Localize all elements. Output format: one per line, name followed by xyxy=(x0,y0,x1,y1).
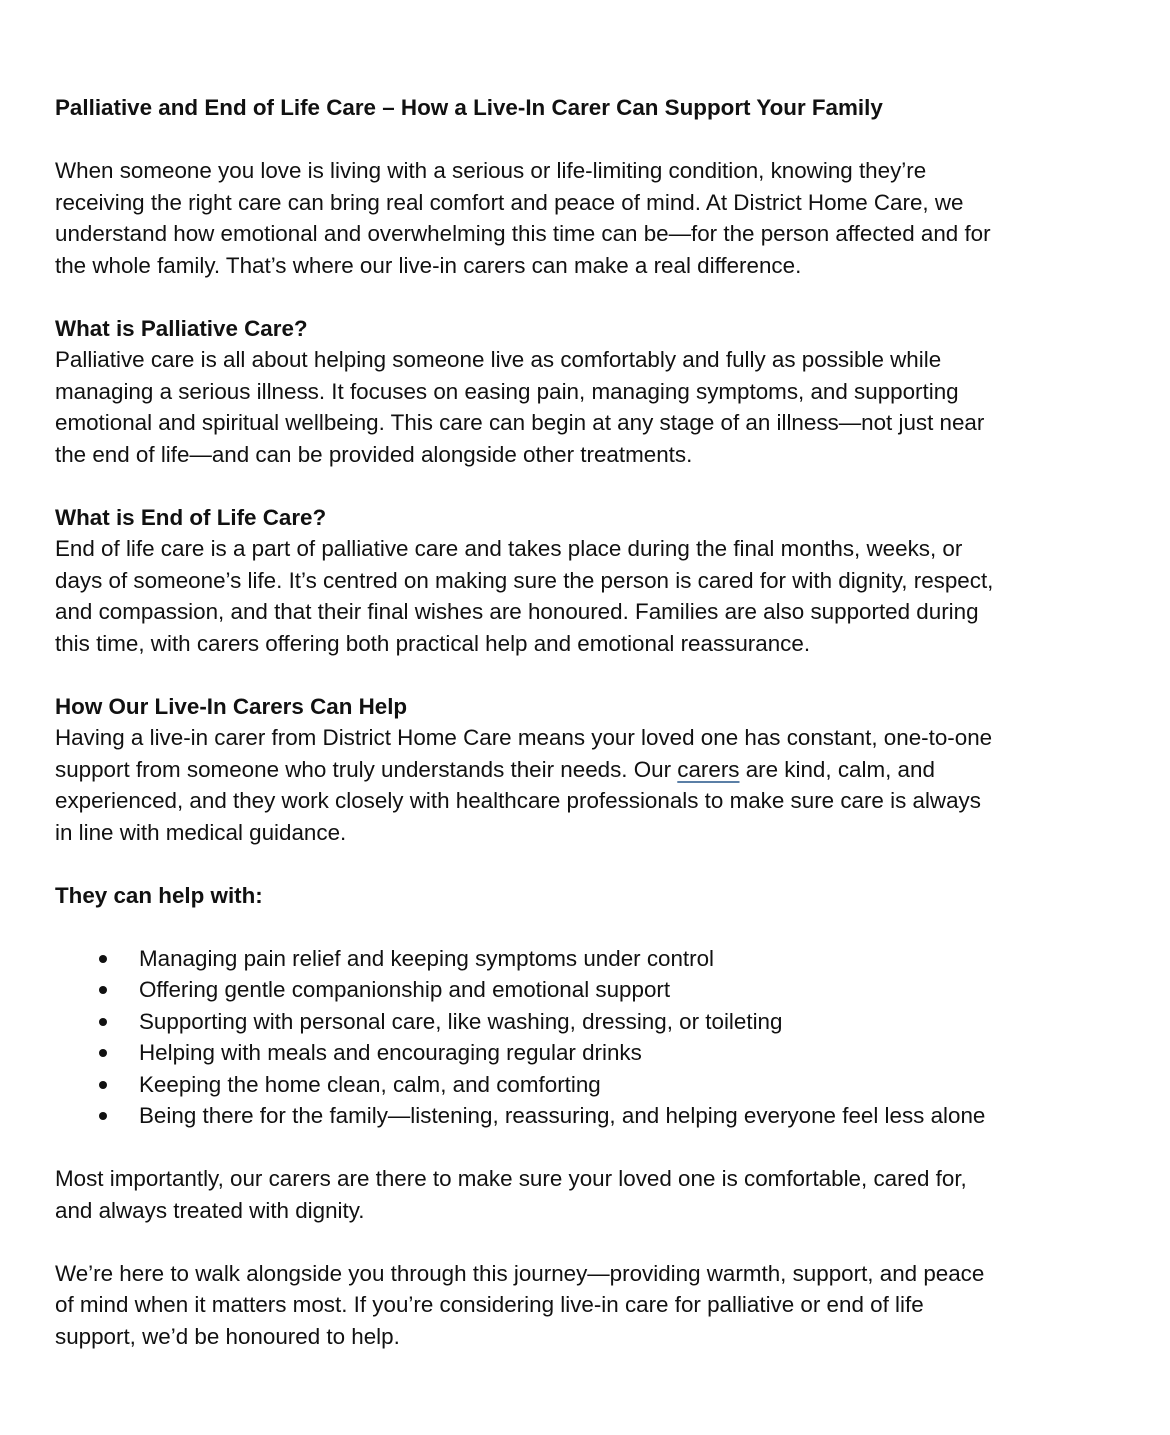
list-item xyxy=(55,974,1135,1006)
paragraph-line: We’re here to walk alongside you through this journey—providing warmth, support, and peace xyxy=(55,1260,985,1286)
list-item-text: Supporting with personal care, like washing, dressing, or toileting xyxy=(139,1008,783,1034)
list-item xyxy=(55,1069,1135,1101)
bullet-icon xyxy=(99,1049,107,1057)
text-segment: are kind, calm, and xyxy=(739,756,935,782)
list-item-text: Being there for the family—listening, reassuring, and helping everyone feel less alone xyxy=(139,1103,986,1128)
paragraph-line: End of life care is a part of palliative care and takes place during the final months, weeks, or xyxy=(55,536,963,561)
list-item xyxy=(55,1037,1135,1069)
closing-paragraph-2 xyxy=(55,1258,1135,1353)
list-item-text: Managing pain relief and keeping symptoms under control xyxy=(139,945,715,971)
paragraph-line: in line with medical guidance. xyxy=(55,819,347,845)
bullet-icon xyxy=(99,1112,107,1120)
help-bullet-list xyxy=(55,943,1135,1132)
paragraph-line: Palliative care is all about helping someone live as comfortably and fully as possible while xyxy=(55,347,942,372)
document-title: Palliative and End of Life Care – How a Live-In Carer Can Support Your Family xyxy=(55,95,883,120)
intro-paragraph xyxy=(55,155,1135,281)
paragraph-line: support, we’d be honoured to help. xyxy=(55,1323,400,1349)
carers-link[interactable]: carers xyxy=(677,756,740,782)
text-segment: support from someone who truly understands their needs. Our xyxy=(55,756,678,782)
list-item xyxy=(55,1100,1135,1132)
paragraph-line xyxy=(55,754,1135,786)
paragraph-line: and always treated with dignity. xyxy=(55,1197,365,1223)
bullet-icon xyxy=(99,955,107,963)
paragraph-line: experienced, and they work closely with healthcare professionals to make sure care is always xyxy=(55,788,981,813)
heading-palliative: What is Palliative Care? xyxy=(55,315,308,341)
paragraph-line: the whole family. That’s where our live-in carers can make a real difference. xyxy=(55,252,802,278)
list-item xyxy=(55,943,1135,975)
document-body xyxy=(55,92,1135,1352)
bullet-icon xyxy=(99,1081,107,1089)
paragraph-line: emotional and spiritual wellbeing. This care can begin at any stage of an illness—not just near xyxy=(55,410,985,435)
bullet-icon xyxy=(99,1018,107,1026)
how-help-paragraph xyxy=(55,722,1135,848)
paragraph-line: managing a serious illness. It focuses on easing pain, managing symptoms, and supporting xyxy=(55,378,959,404)
paragraph-line: Having a live-in carer from District Home Care means your loved one has constant, one-to-one xyxy=(55,725,993,750)
bullet-icon xyxy=(99,986,107,994)
list-item xyxy=(55,1006,1135,1038)
paragraph-line: When someone you love is living with a serious or life-limiting condition, knowing they’re xyxy=(55,158,927,183)
paragraph-line: of mind when it matters most. If you’re considering live-in care for palliative or end of life xyxy=(55,1292,924,1317)
heading-help-list: They can help with: xyxy=(55,882,263,908)
paragraph-line: this time, with carers offering both practical help and emotional reassurance. xyxy=(55,630,811,656)
paragraph-line: the end of life—and can be provided alongside other treatments. xyxy=(55,441,693,467)
list-item-text: Helping with meals and encouraging regular drinks xyxy=(139,1040,642,1065)
end-of-life-paragraph xyxy=(55,533,1135,659)
palliative-paragraph xyxy=(55,344,1135,470)
paragraph-line: receiving the right care can bring real comfort and peace of mind. At District Home Care, we xyxy=(55,189,964,215)
paragraph-line: Most importantly, our carers are there to make sure your loved one is comfortable, cared for, xyxy=(55,1166,967,1191)
list-item-text: Offering gentle companionship and emotional support xyxy=(139,977,671,1002)
heading-end-of-life: What is End of Life Care? xyxy=(55,504,327,530)
paragraph-line: understand how emotional and overwhelming this time can be—for the person affected and for xyxy=(55,221,991,246)
paragraph-line: and compassion, and that their final wishes are honoured. Families are also supported during xyxy=(55,599,979,624)
list-item-text: Keeping the home clean, calm, and comforting xyxy=(139,1071,601,1097)
closing-paragraph-1 xyxy=(55,1163,1135,1226)
paragraph-line: days of someone’s life. It’s centred on making sure the person is cared for with dignity, respect, xyxy=(55,567,994,593)
heading-how-help: How Our Live-In Carers Can Help xyxy=(55,693,408,719)
